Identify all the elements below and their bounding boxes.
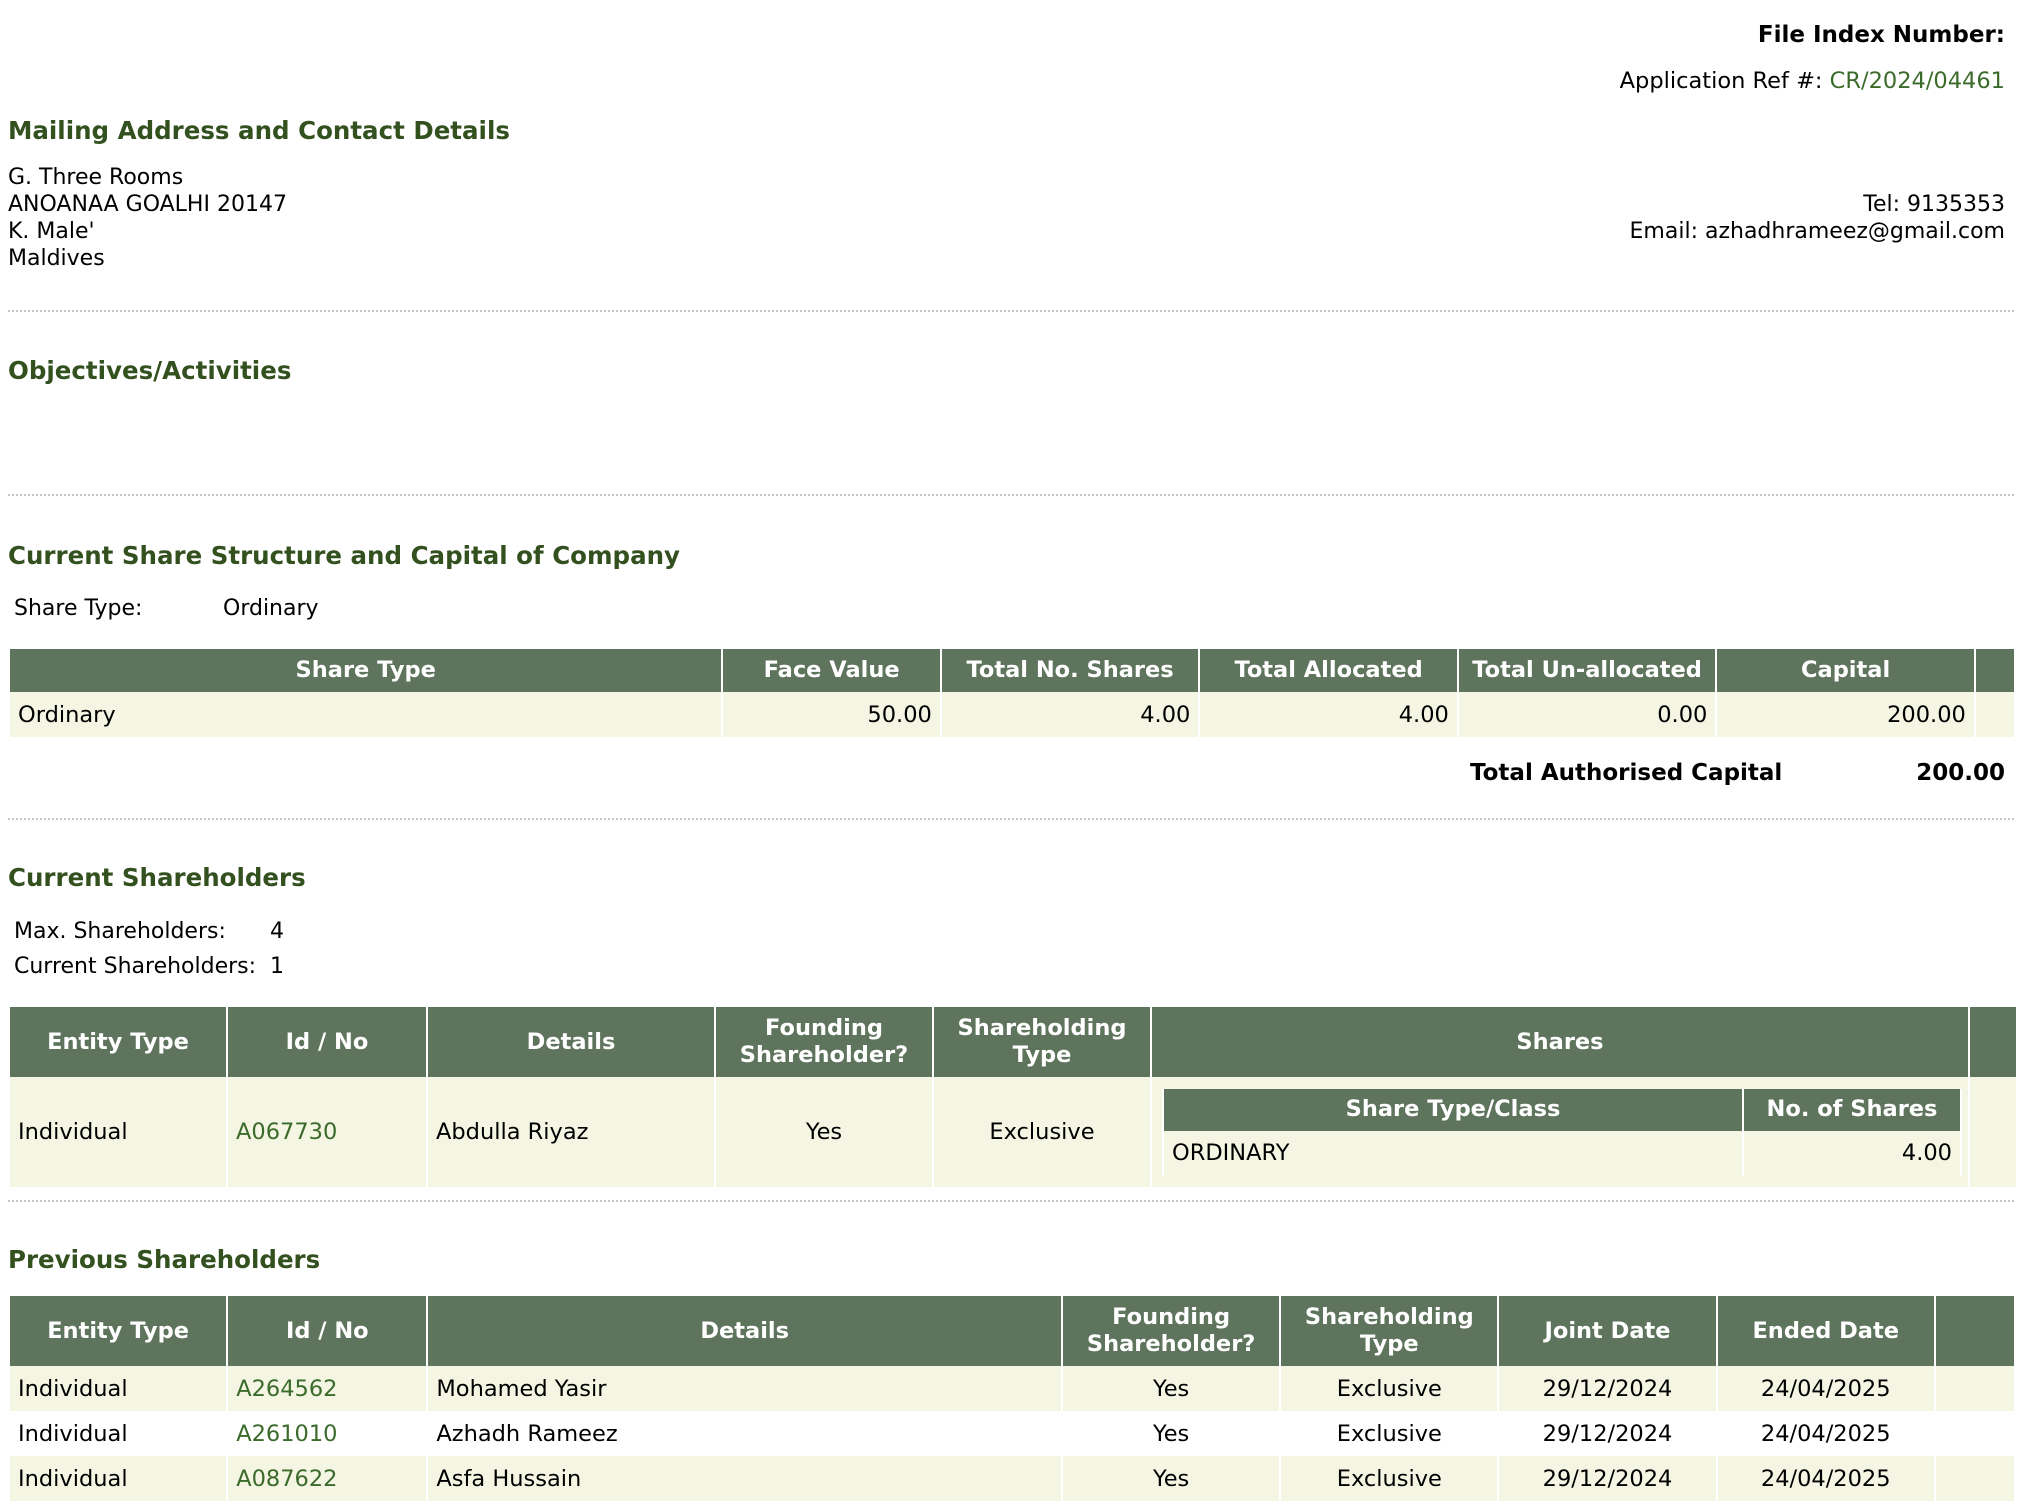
cell-founding: Yes (1063, 1366, 1279, 1411)
cell-holding-type: Exclusive (1281, 1366, 1497, 1411)
section-divider (8, 818, 2014, 820)
column-header: Share Type (10, 649, 721, 692)
column-header: Entity Type (10, 1007, 226, 1077)
column-header: Details (428, 1296, 1061, 1366)
section-divider (8, 494, 2014, 496)
contact-tel: Tel: 9135353 (1863, 192, 2005, 217)
current-shareholders-value: 1 (270, 954, 284, 979)
cell-joint-date: 29/12/2024 (1499, 1366, 1715, 1411)
address-line: ANOANAA GOALHI 20147 (8, 192, 287, 217)
previous-shareholders-section-title: Previous Shareholders (8, 1245, 321, 1274)
file-index-label: File Index Number: (1757, 22, 2005, 48)
column-header: No. of Shares (1744, 1089, 1960, 1131)
section-divider (8, 310, 2014, 312)
cell-ended-date: 24/04/2025 (1718, 1411, 1934, 1456)
cell-entity-type: Individual (10, 1077, 226, 1187)
column-header: Founding Shareholder? (716, 1007, 932, 1077)
column-header: Id / No (228, 1296, 426, 1366)
cell-allocated: 4.00 (1200, 692, 1457, 737)
table-header-row (10, 649, 2014, 692)
cell-empty (1936, 1456, 2014, 1501)
share-structure-table (8, 649, 2016, 737)
table-row (10, 692, 2014, 737)
column-header: Total No. Shares (942, 649, 1199, 692)
column-header: Face Value (723, 649, 939, 692)
cell-entity-type: Individual (10, 1456, 226, 1501)
cell-total-shares: 4.00 (942, 692, 1199, 737)
column-header: Details (428, 1007, 714, 1077)
cell-empty (1970, 1077, 2016, 1187)
cell-details: Azhadh Rameez (428, 1411, 1061, 1456)
mailing-section-title: Mailing Address and Contact Details (8, 116, 510, 145)
table-row (10, 1411, 2014, 1456)
cell-share-class: ORDINARY (1164, 1131, 1742, 1176)
column-header: Founding Shareholder? (1063, 1296, 1279, 1366)
cell-joint-date: 29/12/2024 (1499, 1456, 1715, 1501)
share-type-value: Ordinary (223, 596, 319, 621)
column-header: Shareholding Type (934, 1007, 1150, 1077)
cell-holding-type: Exclusive (1281, 1456, 1497, 1501)
cell-entity-type: Individual (10, 1366, 226, 1411)
cell-id-link[interactable]: A261010 (228, 1411, 426, 1456)
cell-id-link[interactable]: A087622 (228, 1456, 426, 1501)
cell-holding-type: Exclusive (934, 1077, 1150, 1187)
application-ref-link[interactable]: CR/2024/04461 (1829, 68, 2005, 94)
column-header-empty (1976, 649, 2014, 692)
cell-ended-date: 24/04/2025 (1718, 1456, 1934, 1501)
cell-ended-date: 24/04/2025 (1718, 1366, 1934, 1411)
table-header-row (10, 1296, 2014, 1366)
current-shareholders-label: Current Shareholders: (14, 954, 257, 979)
table-row (10, 1456, 2014, 1501)
cell-empty (1936, 1366, 2014, 1411)
address-line: K. Male' (8, 219, 95, 244)
table-row (10, 1077, 2016, 1187)
share-structure-section-title: Current Share Structure and Capital of Company (8, 541, 681, 570)
cell-share-type: Ordinary (10, 692, 721, 737)
subtable-row (1164, 1131, 1960, 1176)
shares-subtable (1162, 1089, 1962, 1176)
total-authorised-capital-label: Total Authorised Capital (1470, 760, 1783, 786)
objectives-section-title: Objectives/Activities (8, 356, 292, 385)
column-header: Share Type/Class (1164, 1089, 1742, 1131)
column-header: Total Allocated (1200, 649, 1457, 692)
column-header: Joint Date (1499, 1296, 1715, 1366)
application-ref (1620, 68, 2005, 94)
cell-founding: Yes (716, 1077, 932, 1187)
table-header-row (10, 1007, 2016, 1077)
cell-entity-type: Individual (10, 1411, 226, 1456)
application-ref-label: Application Ref #: (1619, 68, 1823, 94)
cell-face-value: 50.00 (723, 692, 939, 737)
previous-shareholders-table (8, 1296, 2016, 1501)
mailing-address (8, 164, 287, 272)
cell-id-link[interactable]: A067730 (228, 1077, 426, 1187)
cell-num-shares: 4.00 (1744, 1131, 1960, 1176)
section-divider (8, 1200, 2014, 1202)
column-header: Total Un-allocated (1459, 649, 1716, 692)
column-header: Ended Date (1718, 1296, 1934, 1366)
column-header-empty (1970, 1007, 2016, 1077)
contact-details (1630, 191, 2005, 245)
table-row (10, 1366, 2014, 1411)
address-line: G. Three Rooms (8, 165, 184, 190)
cell-holding-type: Exclusive (1281, 1411, 1497, 1456)
cell-shares (1152, 1077, 1968, 1187)
max-shareholders-value: 4 (270, 919, 284, 944)
cell-founding: Yes (1063, 1456, 1279, 1501)
column-header-empty (1936, 1296, 2014, 1366)
column-header: Shareholding Type (1281, 1296, 1497, 1366)
current-shareholders-table (8, 1007, 2018, 1187)
column-header: Shares (1152, 1007, 1968, 1077)
column-header: Id / No (228, 1007, 426, 1077)
address-line: Maldives (8, 246, 105, 271)
cell-founding: Yes (1063, 1411, 1279, 1456)
cell-details: Abdulla Riyaz (428, 1077, 714, 1187)
cell-details: Asfa Hussain (428, 1456, 1061, 1501)
column-header: Capital (1717, 649, 1974, 692)
cell-capital: 200.00 (1717, 692, 1974, 737)
max-shareholders-label: Max. Shareholders: (14, 919, 226, 944)
share-type-label: Share Type: (14, 596, 143, 621)
cell-empty (1936, 1411, 2014, 1456)
current-shareholders-section-title: Current Shareholders (8, 863, 306, 892)
cell-empty (1976, 692, 2014, 737)
column-header: Entity Type (10, 1296, 226, 1366)
cell-details: Mohamed Yasir (428, 1366, 1061, 1411)
cell-unallocated: 0.00 (1459, 692, 1716, 737)
cell-joint-date: 29/12/2024 (1499, 1411, 1715, 1456)
cell-id-link[interactable]: A264562 (228, 1366, 426, 1411)
subtable-header-row (1164, 1089, 1960, 1131)
total-authorised-capital-value: 200.00 (1916, 760, 2005, 786)
contact-email: Email: azhadhrameez@gmail.com (1629, 219, 2005, 244)
